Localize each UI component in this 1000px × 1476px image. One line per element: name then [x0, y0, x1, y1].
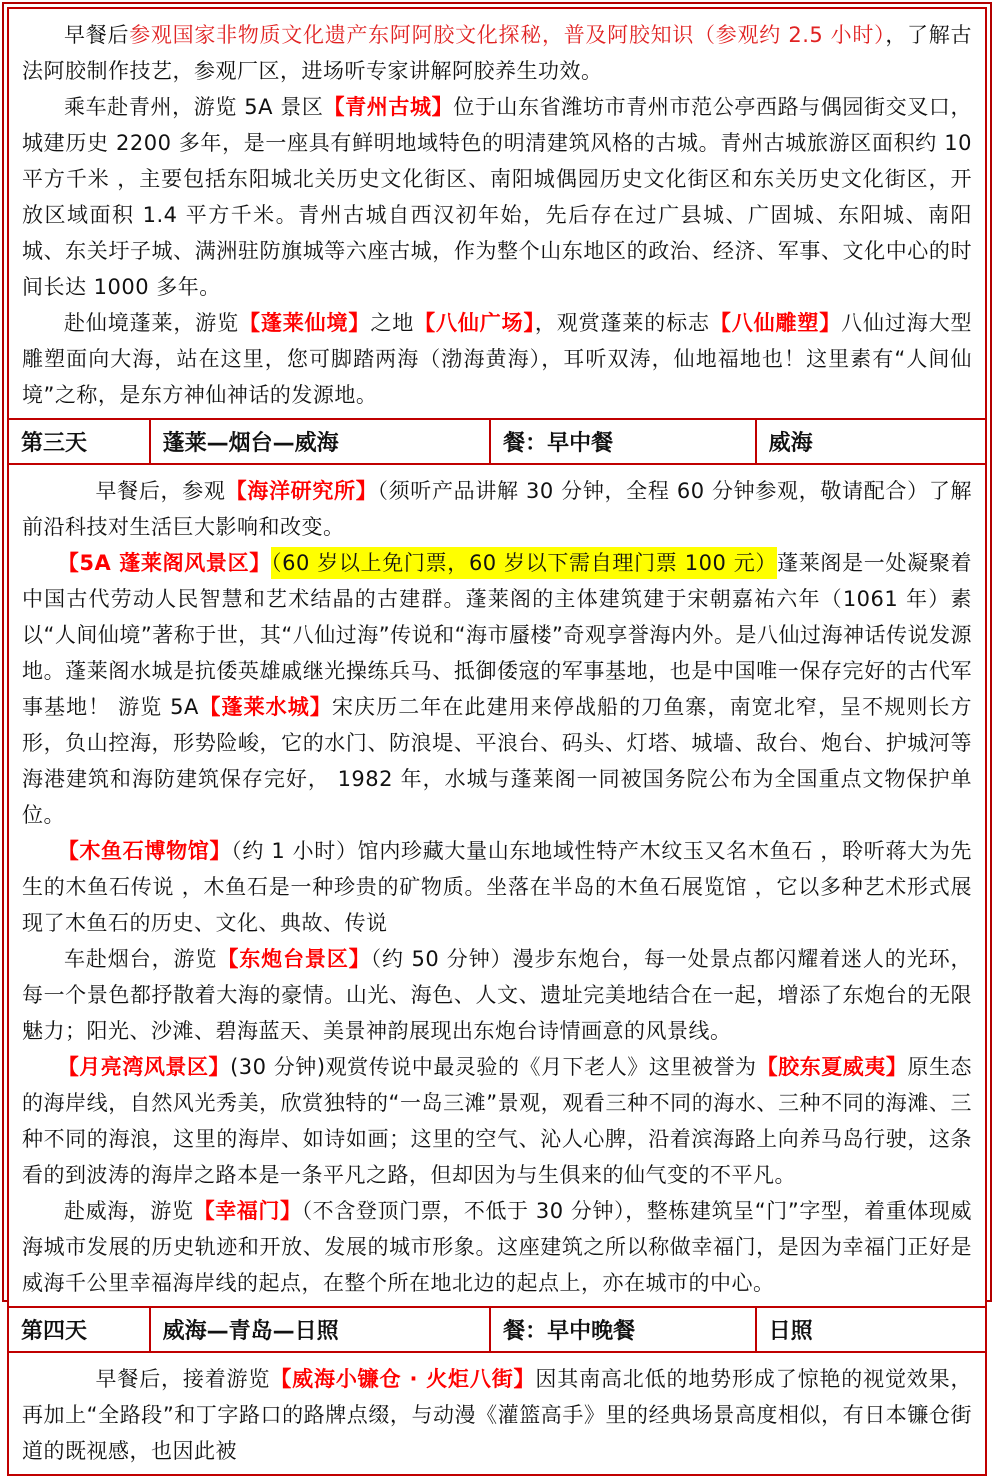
- body-text: 因其南高北低的地势形成了惊艳的视觉效果，再加上“全路段”和丁字路口的路牌点缀，与动漫《灌篮高手》里的经典场景高度相似，有日本镰仓街道的既视感，也因此被: [22, 1367, 973, 1463]
- route-cell: 威海—青岛—日照: [149, 1308, 490, 1351]
- attraction-name: 【蓬莱仙境】: [239, 311, 371, 335]
- attraction-name: 【东炮台景区】: [217, 947, 371, 971]
- day-label-cell: 第三天: [21, 431, 88, 456]
- body-text: 乘车赴青州，游览 5A 景区: [64, 95, 324, 119]
- attraction-name: 【海洋研究所】: [225, 479, 378, 503]
- route-cell: 蓬莱—烟台—威海: [149, 420, 490, 463]
- body-text: （不含登顶门票，不低于 30 分钟），整栋建筑呈“门”字型，着重体现威海城市发展的历史轨迹和开放、发展的城市形象。这座建筑之所以称做幸福门，是因为幸福门正好是威海千公里幸福海岸线的起点，在整个所在地北边的起点上，亦在城市的中心。: [22, 1199, 972, 1295]
- day2-itinerary-text: [9, 9, 985, 418]
- paragraph: [22, 89, 972, 305]
- page-border-frame: [2, 2, 992, 1463]
- highlighted-note: （60 岁以上免门票，60 岁以下需自理门票 100 元）: [271, 547, 777, 579]
- paragraph: [22, 473, 972, 545]
- day3-header-row: [9, 418, 985, 463]
- paragraph: [22, 941, 972, 1049]
- attraction-name: 【八仙广场】: [414, 311, 535, 335]
- attraction-name: 【威海小镰仓 · 火炬八街】: [270, 1367, 536, 1391]
- paragraph: [22, 305, 972, 413]
- body-text: （约 1 小时）馆内珍藏大量山东地域性特产木纹玉又名木鱼石 ，聆听蒋大为先生的木鱼石传说 ，木鱼石是一种珍贵的矿物质。坐落在半岛的木鱼石展览馆 ，它以多种艺术形式展现了木鱼石的历史、文化、典故、传说: [22, 839, 973, 935]
- attraction-name: 【幸福门】: [193, 1199, 302, 1223]
- day4-itinerary-text: [9, 1351, 985, 1474]
- attraction-name: 【蓬莱水城】: [198, 695, 332, 719]
- paragraph: [22, 833, 972, 941]
- body-text: 原生态的海岸线，自然风光秀美，欣赏独特的“一岛三滩”景观，观看三种不同的海水、三种不同的海滩、三种不同的海浪，这里的海岸、如诗如画；这里的空气、沁人心脾，沿着滨海路上向养马岛行驶，这条看的到波涛的海岸之路本是一条平凡之路，但却因为与生俱来的仙气变的不平凡。: [22, 1055, 973, 1187]
- paragraph: [22, 1049, 972, 1193]
- body-text: 赴威海，游览: [64, 1199, 194, 1223]
- paragraph: [22, 545, 972, 833]
- body-text: 之地: [370, 311, 415, 335]
- body-text: 宋庆历二年在此建用来停战船的刀鱼寨，南宽北窄，呈不规则长方形，负山控海，形势险峻，它的水门、防浪堤、平浪台、码头、灯塔、城墙、敌台、炮台、护城河等海港建筑和海防建筑保存完好， 1982 年，水城与蓬莱阁一同被国务院公布为全国重点文物保护单位。: [22, 695, 973, 827]
- day3-itinerary-text: [9, 463, 985, 1306]
- overnight-city-cell: 日照: [755, 1308, 985, 1351]
- attraction-name: 【5A 蓬莱阁风景区】: [57, 551, 271, 575]
- body-text: 八仙过海大型雕塑面向大海，站在这里，您可脚踏两海（渤海黄海），耳听双涛，仙地福地也！这里素有“人间仙境”之称，是东方神仙神话的发源地。: [22, 311, 973, 407]
- attraction-name: 【木鱼石博物馆】: [57, 839, 232, 863]
- body-text: (30 分钟)观赏传说中最灵验的《月下老人》这里被誉为: [230, 1055, 757, 1079]
- attraction-name: 【胶东夏威夷】: [756, 1055, 908, 1079]
- attraction-name: 【青州古城】: [323, 95, 454, 119]
- body-text: 位于山东省潍坊市青州市范公亭西路与偶园街交叉口，城建历史 2200 多年，是一座具有鲜明地域特色的明清建筑风格的古城。青州古城旅游区面积约 10 平方千米 ，主要包括东阳城北关历史文化街区、南阳城偶园历史文化街区和东关历史文化街区，开放区域面积 1.4 平方千米。青州古城自西汉初年始，先后存在过广县城、广固城、东阳城、南阳城、东关圩子城、满洲驻防旗城等六座古城，作为整个山东地区的政治、经济、军事、文化中心的时间长达 1000 多年。: [22, 95, 973, 299]
- paragraph: [22, 1193, 972, 1301]
- body-text: ，观赏蓬莱的标志: [534, 311, 710, 335]
- paragraph: [22, 1361, 972, 1469]
- meals-cell: 餐：早中餐: [489, 420, 754, 463]
- red-note: 参观国家非物质文化遗产东阿阿胶文化探秘，普及阿胶知识（参观约 2.5 小时）: [129, 23, 886, 47]
- body-text: （须听产品讲解 30 分钟，全程 60 分钟参观，敬请配合）了解前沿科技对生活巨大影响和改变。: [22, 479, 973, 539]
- day-label-cell: 第四天: [21, 1319, 88, 1344]
- body-text: 赴仙境蓬莱，游览: [64, 311, 240, 335]
- paragraph: [22, 17, 972, 89]
- body-text: 早餐后，参观: [95, 479, 226, 503]
- itinerary-table: [7, 7, 987, 1476]
- body-text: 车赴烟台，游览: [64, 947, 218, 971]
- day4-header-row: [9, 1306, 985, 1351]
- attraction-name: 【月亮湾风景区】: [57, 1055, 231, 1079]
- body-text: 早餐后，接着游览: [95, 1367, 271, 1391]
- overnight-city-cell: 威海: [755, 420, 985, 463]
- attraction-name: 【八仙雕塑】: [709, 311, 842, 335]
- body-text: ，了解古法阿胶制作技艺，参观厂区，进场听专家讲解阿胶养生功效。: [22, 23, 973, 83]
- body-text: （约 50 分钟）漫步东炮台，每一处景点都闪耀着迷人的光环，每一个景色都抒散着大海的豪情。山光、海色、人文、遗址完美地结合在一起，增添了东炮台的无限魅力；阳光、沙滩、碧海蓝天、美景神韵展现出东炮台诗情画意的风景线。: [22, 947, 973, 1043]
- body-text: 早餐后: [64, 23, 130, 47]
- body-text: 蓬莱阁是一处凝聚着中国古代劳动人民智慧和艺术结晶的古建群。蓬莱阁的主体建筑建于宋朝嘉祐六年（1061 年）素以“人间仙境”著称于世，其“八仙过海”传说和“海市蜃楼”奇观享誉海内外。是八仙过海神话传说发源地。蓬莱阁水城是抗倭英雄戚继光操练兵马、抵御倭寇的军事基地，也是中国唯一保存完好的古代军事基地！ 游览 5A: [22, 551, 972, 719]
- meals-cell: 餐：早中晚餐: [489, 1308, 754, 1351]
